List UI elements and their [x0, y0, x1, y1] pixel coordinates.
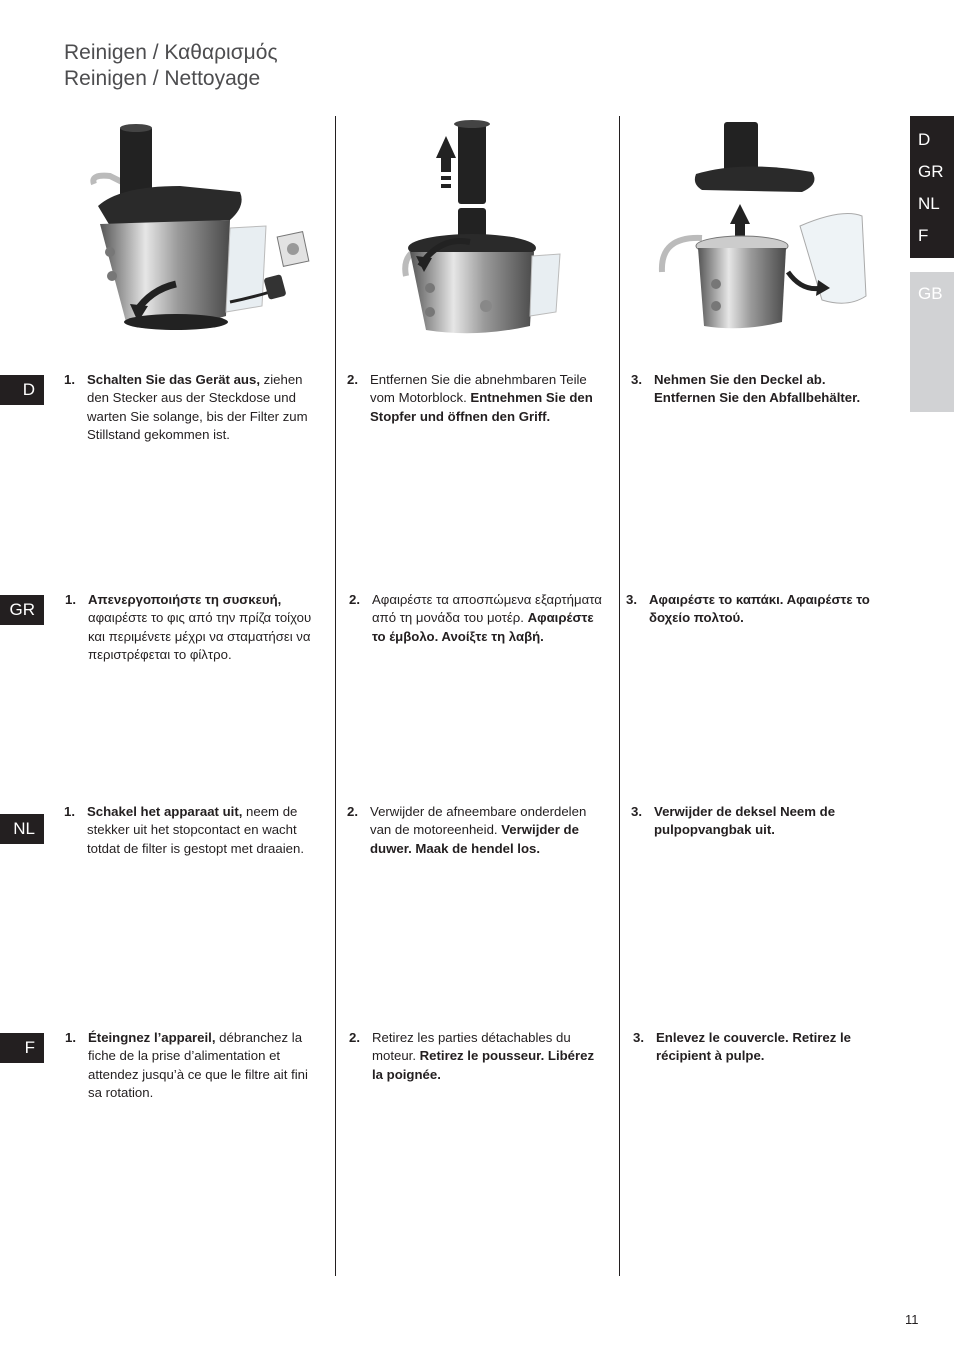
step-d-1: 1. Schalten Sie das Gerät aus, ziehen den Stecker aus der Steckdose und warten Sie solange, bis der Filter zum Stillstand gekommen ist.: [64, 372, 308, 442]
tab-nl[interactable]: NL: [918, 194, 940, 213]
step-f-3: 3. Enlevez le couvercle. Retirez le récipient à pulpe.: [633, 1030, 851, 1064]
step-nl-2: 2. Verwijder de afneembare onderdelen van de motoreenheid. Verwijder de duwer. Maak de hendel los.: [347, 804, 587, 856]
title-line-2: Reinigen / Nettoyage: [64, 67, 261, 90]
section-label-f: F: [0, 1033, 44, 1063]
title-line-1: Reinigen / Καθαρισμός: [64, 41, 278, 64]
page-title: [64, 40, 278, 92]
step-d-3: 3. Nehmen Sie den Deckel ab. Entfernen Sie den Abfallbehälter.: [631, 372, 861, 406]
step-f-2: 2. Retirez les parties détachables du moteur. Retirez le pousseur. Libérez la poignée.: [349, 1030, 595, 1082]
tab-d[interactable]: D: [918, 130, 931, 149]
tab-gr[interactable]: GR: [918, 162, 944, 181]
section-label-nl: NL: [0, 814, 44, 844]
step-nl-1: 1. Schakel het apparaat uit, neem de stekker uit het stopcontact en wacht totdat de filter is gestopt met draaien.: [64, 804, 304, 856]
tab-f[interactable]: F: [918, 226, 929, 245]
column-divider: [335, 116, 336, 1276]
step-gr-2: 2. Αφαιρέστε τα αποσπώμενα εξαρτήματα από τη μονάδα του μοτέρ. Αφαιρέστε το έμβολο. Ανοίξτε τη λαβή.: [349, 592, 602, 644]
pusher-removal-illustration: [380, 116, 620, 344]
step-d-2: 2. Entfernen Sie die abnehmbaren Teile vom Motorblock. Entnehmen Sie den Stopfer und öffnen den Griff.: [347, 372, 593, 424]
step-gr-1: 1. Απενεργοποιήστε τη συσκευή, αφαιρέστε το φις από την πρίζα τοίχου και περιμένετε μέχρι να σταματήσει να περιστρέφεται το φίλτρο.: [65, 592, 312, 662]
lid-removal-illustration: [652, 116, 892, 344]
step-gr-3: 3. Αφαιρέστε το καπάκι. Αφαιρέστε το δοχείο πολτού.: [626, 592, 870, 626]
page-number: 11: [905, 1312, 919, 1327]
tab-gb[interactable]: GB: [910, 272, 954, 412]
language-tabs: [910, 116, 954, 258]
step-f-1: 1. Éteingnez l’appareil, débranchez la fiche de la prise d’alimentation et attendez jusqu’à ce que le filtre ait fini sa rotation.: [65, 1030, 308, 1100]
step-nl-3: 3. Verwijder de deksel Neem de pulpopvangbak uit.: [631, 804, 836, 838]
section-label-gr: GR: [0, 595, 44, 625]
section-label-d: D: [0, 375, 44, 405]
juicer-unplug-illustration: [80, 116, 320, 344]
